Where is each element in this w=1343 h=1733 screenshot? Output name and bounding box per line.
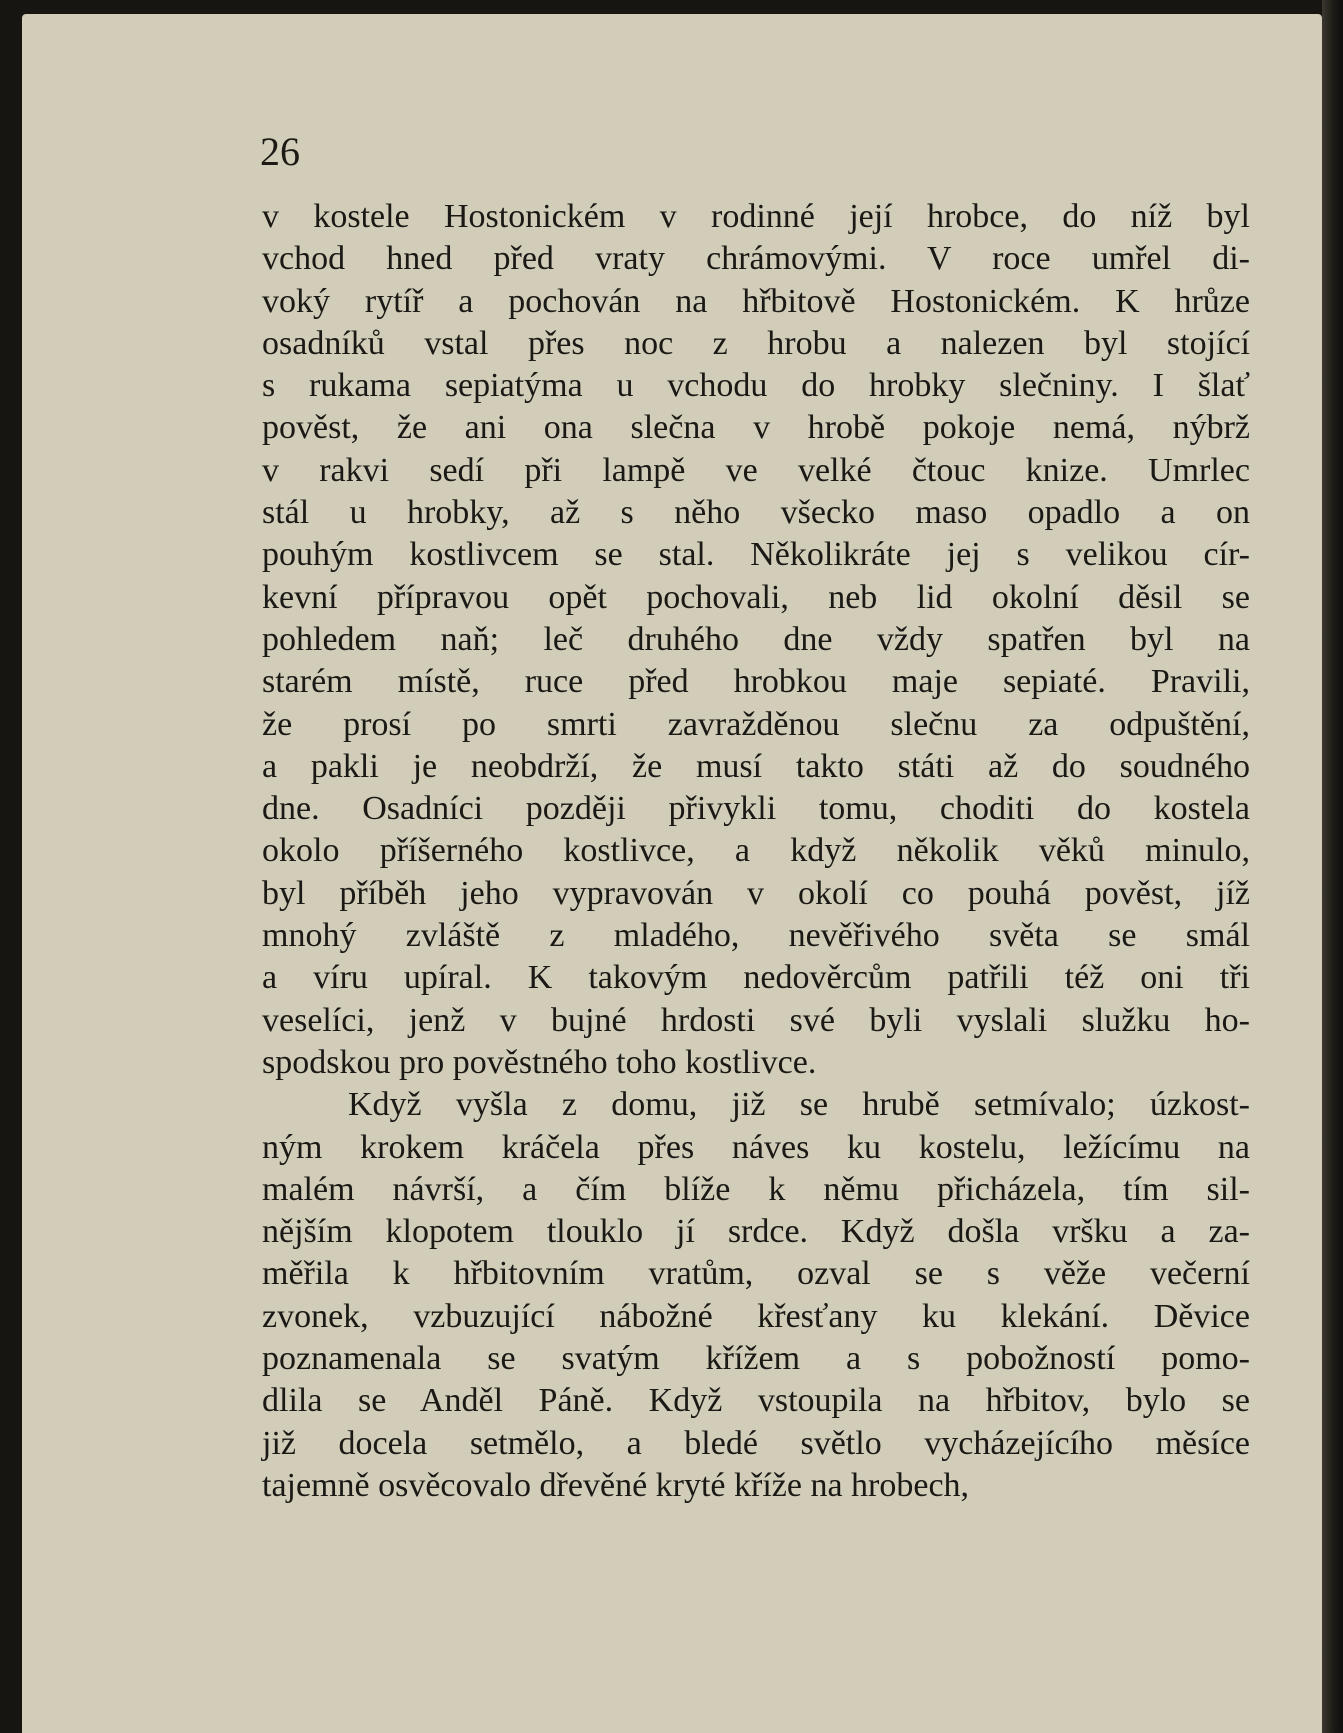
text-line: malém návrší, a čím blíže k němu přicházela, tím sil- bbox=[262, 1170, 1250, 1208]
text-line: tajemně osvěcovalo dřevěné kryté kříže na hrobech, bbox=[262, 1466, 970, 1504]
text-line: zvonek, vzbuzující nábožné křesťany ku klekání. Děvice bbox=[262, 1297, 1250, 1335]
text-line: a pakli je neobdrží, že musí takto státi až do soudného bbox=[262, 747, 1250, 785]
text-line: pouhým kostlivcem se stal. Několikráte jej s velikou cír- bbox=[262, 536, 1250, 574]
text-line: mnohý zvláště z mladého, nevěřivého světa se smál bbox=[262, 917, 1250, 955]
text-line: ným krokem kráčela přes náves ku kostelu, ležícímu na bbox=[262, 1128, 1250, 1166]
text-line: poznamenala se svatým křížem a s pobožností pomo- bbox=[262, 1340, 1250, 1378]
paragraphs-container bbox=[262, 196, 1250, 1507]
text-line: pohledem naň; leč druhého dne vždy spatřen byl na bbox=[262, 620, 1250, 658]
page-number: 26 bbox=[260, 129, 300, 174]
paragraph bbox=[262, 196, 1250, 1084]
text-line: okolo příšerného kostlivce, a když několik věků minulo, bbox=[262, 832, 1250, 870]
text-line: dne. Osadníci později přivykli tomu, choditi do kostela bbox=[262, 790, 1250, 828]
book-gutter bbox=[1322, 0, 1343, 1733]
text-line: již docela setmělo, a bledé světlo vycházejícího měsíce bbox=[262, 1424, 1250, 1462]
text-line: Když vyšla z domu, již se hrubě setmívalo; úzkost- bbox=[348, 1086, 1250, 1124]
text-line: a víru upíral. K takovým nedověrcům patřili též oni tři bbox=[262, 959, 1250, 997]
text-line: veselíci, jenž v bujné hrdosti své byli vyslali služku ho- bbox=[262, 1001, 1250, 1039]
text-line: kevní přípravou opět pochovali, neb lid okolní děsil se bbox=[262, 578, 1250, 616]
text-line: měřila k hřbitovním vratům, ozval se s věže večerní bbox=[262, 1255, 1250, 1293]
text-line: vchod hned před vraty chrámovými. V roce umřel di- bbox=[262, 240, 1250, 278]
book-page bbox=[22, 14, 1322, 1733]
text-line: dlila se Anděl Páně. Když vstoupila na hřbitov, bylo se bbox=[262, 1382, 1250, 1420]
text-line: byl příběh jeho vypravován v okolí co pouhá pověst, jíž bbox=[262, 874, 1250, 912]
text-line: starém místě, ruce před hrobkou maje sepiaté. Pravili, bbox=[262, 663, 1250, 701]
text-line: stál u hrobky, až s něho všecko maso opadlo a on bbox=[262, 494, 1250, 532]
text-line: nějším klopotem tlouklo jí srdce. Když došla vršku a za- bbox=[262, 1213, 1250, 1251]
text-line: voký rytíř a pochován na hřbitově Hostonickém. K hrůze bbox=[262, 282, 1250, 320]
text-line: v kostele Hostonickém v rodinné její hrobce, do níž byl bbox=[262, 198, 1250, 235]
text-line: s rukama sepiatýma u vchodu do hrobky slečniny. I šlať bbox=[262, 367, 1250, 405]
text-line: spodskou pro pověstného toho kostlivce. bbox=[262, 1043, 817, 1081]
text-line: v rakvi sedí při lampě ve velké čtouc knize. Umrlec bbox=[262, 451, 1250, 489]
text-line: osadníků vstal přes noc z hrobu a nalezen byl stojící bbox=[262, 324, 1250, 362]
text-line: že prosí po smrti zavražděnou slečnu za odpuštění, bbox=[262, 705, 1250, 743]
text-line: pověst, že ani ona slečna v hrobě pokoje nemá, nýbrž bbox=[262, 409, 1250, 447]
paragraph bbox=[262, 1084, 1250, 1507]
body-text bbox=[262, 196, 1250, 1507]
